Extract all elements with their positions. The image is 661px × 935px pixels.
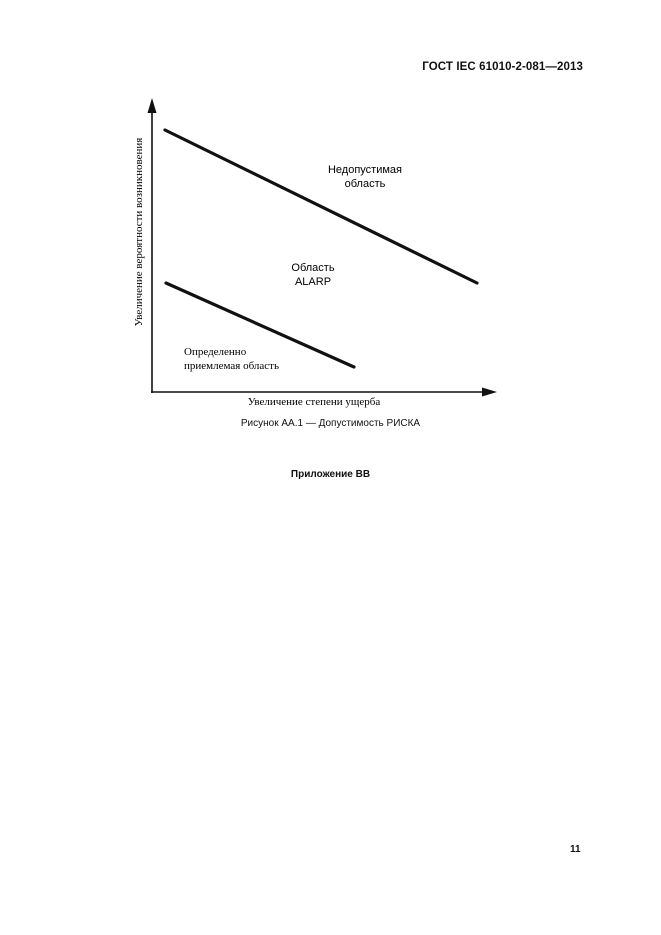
alarp-region-label-line2: ALARP	[294, 276, 332, 288]
y-axis-arrowhead	[148, 98, 157, 113]
figure-caption: Рисунок АА.1 — Допустимость РИСКА	[240, 418, 421, 429]
acceptable-region-label-line2: приемлемая область	[184, 360, 279, 372]
document-header: ГОСТ IEC 61010-2-081—2013	[422, 61, 583, 73]
acceptable-region-label-line1: Определенно	[184, 346, 247, 358]
upper-boundary-line	[165, 130, 477, 283]
unacceptable-region-label-line2: область	[344, 178, 386, 190]
unacceptable-region-label-line1: Недопустимая	[327, 164, 403, 176]
x-axis-label: Увеличение степени ущерба	[247, 396, 381, 408]
x-axis-arrowhead	[482, 388, 497, 397]
alarp-region-label-line1: Область	[291, 262, 335, 274]
annex-title: Приложение ВВ	[290, 469, 371, 480]
y-axis-label: Увеличение вероятности возникновения	[133, 137, 145, 327]
page-number: 11	[570, 844, 581, 855]
